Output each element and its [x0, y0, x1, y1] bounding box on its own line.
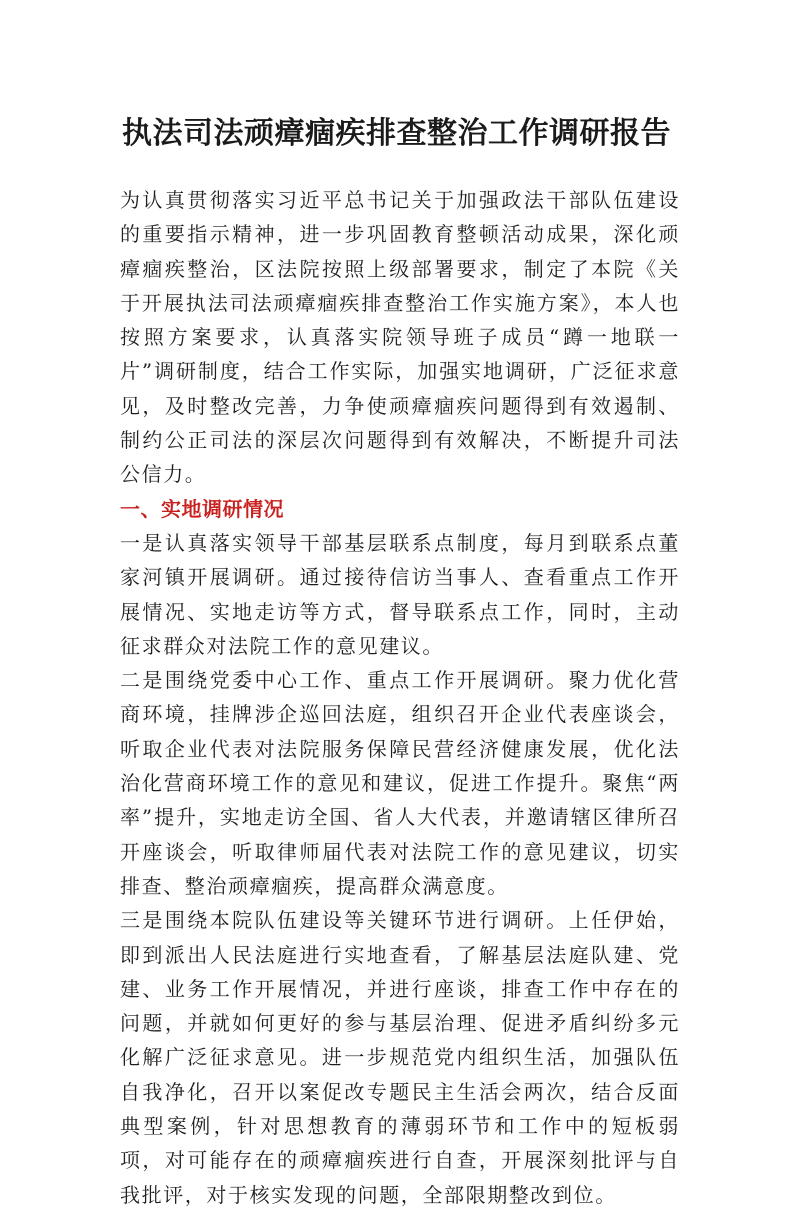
section-heading: 一、实地调研情况 [120, 496, 284, 521]
paragraph-2: 二是围绕党委中心工作、重点工作开展调研。聚力优化营商环境，挂牌涉企巡回法庭，组织召开企业代表座谈会，听取企业代表对法院服务保障民营经济健康发展，优化法治化营商环境工作的意见和建议，促进工作提升。聚焦“两率”提升，实地走访全国、省人大代表，并邀请辖区律所召开座谈会，听取律师届代表对法院工作的意见建议，切实排查、整治顽瘴痼疾，提高群众满意度。 [120, 668, 680, 898]
document-body [120, 183, 680, 1212]
intro-paragraph: 为认真贯彻落实习近平总书记关于加强政法干部队伍建设的重要指示精神，进一步巩固教育整顿活动成果，深化顽瘴痼疾整治，区法院按照上级部署要求，制定了本院《关于开展执法司法顽瘴痼疾排查整治工作实施方案》，本人也按照方案要求，认真落实院领导班子成员“蹲一地联一片”调研制度，结合工作实际，加强实地调研，广泛征求意见，及时整改完善，力争使顽瘴痼疾问题得到有效遏制、制约公正司法的深层次问题得到有效解决，不断提升司法公信力。 [120, 188, 680, 487]
document-title: 执法司法顽瘴痼疾排查整治工作调研报告 [122, 116, 671, 151]
paragraph-3: 三是围绕本院队伍建设等关键环节进行调研。上任伊始，即到派出人民法庭进行实地查看，了解基层法庭队建、党建、业务工作开展情况，并进行座谈，排查工作中存在的问题，并就如何更好的参与基层治理、促进矛盾纠纷多元化解广泛征求意见。进一步规范党内组织生活，加强队伍自我净化，召开以案促改专题民主生活会两次，结合反面典型案例，针对思想教育的薄弱环节和工作中的短板弱项，对可能存在的顽瘴痼疾进行自查，开展深刻批评与自我批评，对于核实发现的问题，全部限期整改到位。 [120, 908, 680, 1207]
paragraph-1: 一是认真落实领导干部基层联系点制度，每月到联系点董家河镇开展调研。通过接待信访当事人、查看重点工作开展情况、实地走访等方式，督导联系点工作，同时，主动征求群众对法院工作的意见建议。 [120, 530, 680, 658]
